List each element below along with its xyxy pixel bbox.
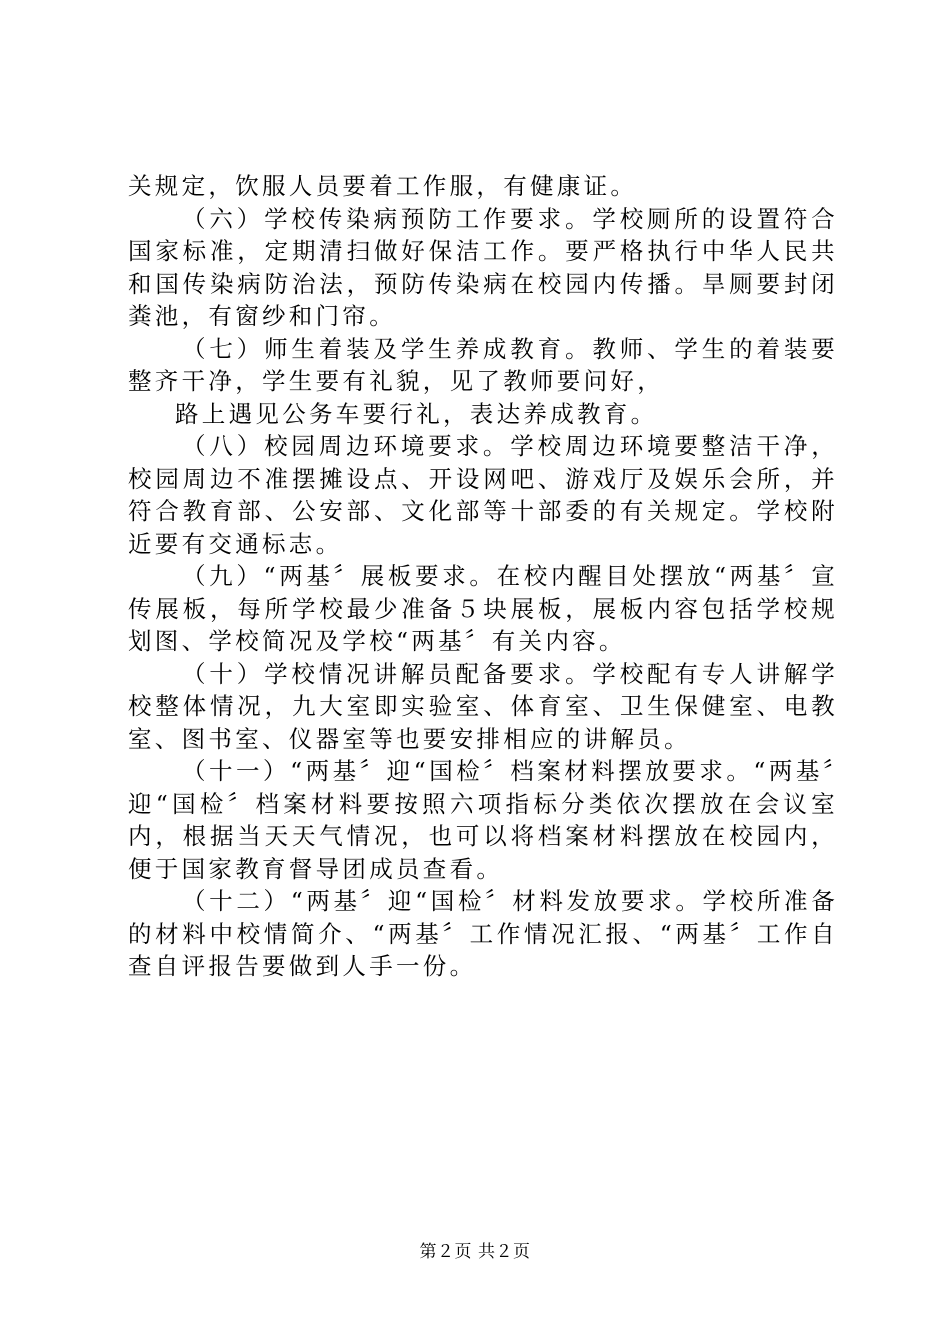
paragraph-section-12: （十二）“两基〞迎“国检〞材料发放要求。学校所准备的材料中校情简介、“两基〞工作情况汇报、“两基〞工作自查自评报告要做到人手一份。 [128,887,838,980]
paragraph-continuation: 关规定，饮服人员要着工作服，有健康证。 [128,172,638,200]
paragraph-section-7: （七）师生着装及学生养成教育。教师、学生的着装要整齐干净，学生要有礼貌，见了教师要问好， [128,334,838,395]
page-number-footer: 第２页 共２页 [419,1242,531,1262]
paragraph-section-6: （六）学校传染病预防工作要求。学校厕所的设置符合国家标准，定期清扫做好保洁工作。要严格执行中华人民共和国传染病防治法，预防传染病在校园内传播。旱厕要封闭粪池，有窗纱和门帘。 [128,204,838,330]
document-body [128,170,838,983]
paragraph-section-11: （十一）“两基〞迎“国检〞档案材料摆放要求。“两基〞迎“国检〞档案材料要按照六项指标分类依次摆放在会议室内，根据当天天气情况，也可以将档案材料摆放在校园内，便于国家教育督导团成员查看。 [128,757,838,883]
paragraph-section-10: （十）学校情况讲解员配备要求。学校配有专人讲解学校整体情况，九大室即实验室、体育室、卫生保健室、电教室、图书室、仪器室等也要安排相应的讲解员。 [128,659,838,753]
paragraph-section-9: （九）“两基〞展板要求。在校内醒目处摆放“两基〞宣传展板，每所学校最少准备５块展板，展板内容包括学校规划图、学校简况及学校“两基〞有关内容。 [128,562,838,655]
paragraph-section-8: （八）校园周边环境要求。学校周边环境要整洁干净，校园周边不准摆摊设点、开设网吧、游戏厅及娱乐会所，并符合教育部、公安部、文化部等十部委的有关规定。学校附近要有交通标志。 [128,432,838,558]
paragraph-section-7-continued: 路上遇见公务车要行礼，表达养成教育。 [175,399,658,428]
